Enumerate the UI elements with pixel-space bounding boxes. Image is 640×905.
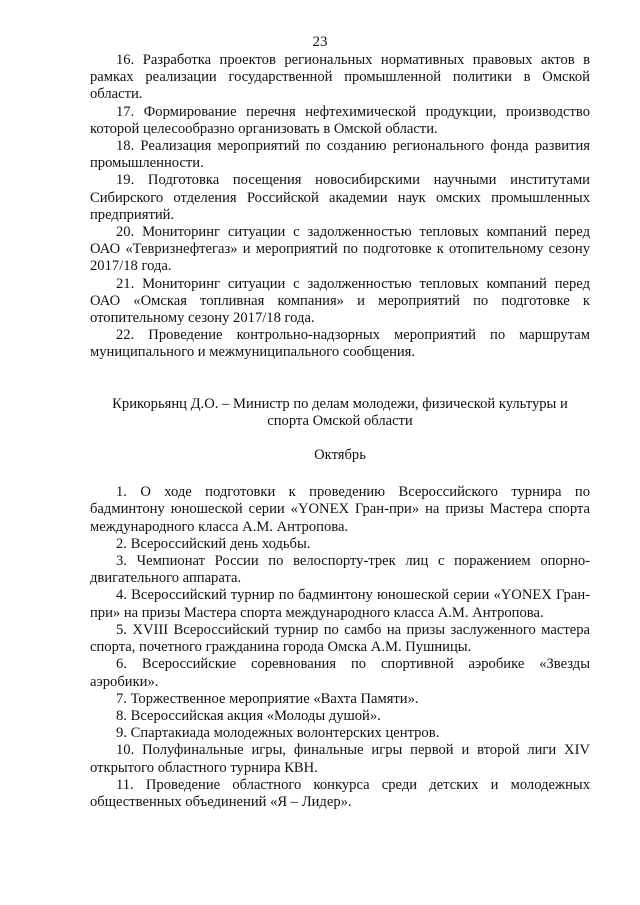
- page-number: 23: [312, 34, 328, 50]
- document-body: [90, 52, 590, 811]
- list-item: 11. Проведение областного конкурса среди детских и молодежных общественных объединений «Я – Лидер».: [90, 776, 590, 810]
- list-item: 16. Разработка проектов региональных нормативных правовых актов в рамках реализации государственной промышленной политики в Омской области.: [90, 52, 590, 103]
- list-item: 22. Проведение контрольно-надзорных мероприятий по маршрутам муниципального и межмуниципального сообщения.: [90, 327, 590, 361]
- month-items: [90, 484, 590, 811]
- month-heading: Октябрь: [314, 447, 366, 464]
- section-heading: Крикорьянц Д.О. – Министр по делам молодежи, физической культуры и спорта Омской области: [112, 395, 568, 429]
- list-item: 9. Спартакиада молодежных волонтерских центров.: [116, 725, 440, 742]
- list-item: 4. Всероссийский турнир по бадминтону юношеской серии «YONEX Гран-при» на призы Мастера спорта международного класса А.М. Антропова.: [90, 587, 590, 621]
- list-item: 19. Подготовка посещения новосибирскими научными институтами Сибирского отделения Российской академии наук омских промышленных предприятий.: [90, 172, 590, 223]
- list-item: 7. Торжественное мероприятие «Вахта Памяти».: [116, 690, 419, 707]
- list-item: 18. Реализация мероприятий по созданию регионального фонда развития промышленности.: [90, 138, 590, 172]
- list-item: 1. О ходе подготовки к проведению Всероссийского турнира по бадминтону юношеской серии «YONEX Гран-при» на призы Мастера спорта международного класса А.М. Антропова.: [90, 484, 590, 535]
- list-item: 10. Полуфинальные игры, финальные игры первой и второй лиги XIV открытого областного турнира КВН.: [90, 742, 590, 776]
- list-item: 17. Формирование перечня нефтехимической продукции, производство которой целесообразно организовать в Омской области.: [90, 103, 590, 137]
- list-item: 8. Всероссийская акция «Молоды душой».: [116, 707, 381, 724]
- list-item: 5. XVIII Всероссийский турнир по самбо на призы заслуженного мастера спорта, почетного гражданина города Омска А.М. Пушницы.: [90, 621, 590, 656]
- list-item: 2. Всероссийский день ходьбы.: [116, 535, 311, 552]
- list-item: 6. Всероссийские соревнования по спортивной аэробике «Звезды аэробики».: [90, 656, 590, 690]
- list-item: 20. Мониторинг ситуации с задолженностью тепловых компаний перед ОАО «Тевризнефтегаз» и мероприятий по подготовке к отопительному сезону 2017/18 года.: [90, 224, 590, 275]
- list-item: 21. Мониторинг ситуации с задолженностью тепловых компаний перед ОАО «Омская топливная компания» и мероприятий по подготовке к отопительному сезону 2017/18 года.: [90, 275, 590, 327]
- list-item: 3. Чемпионат России по велоспорту-трек лиц с поражением опорно-двигательного аппарата.: [90, 553, 590, 587]
